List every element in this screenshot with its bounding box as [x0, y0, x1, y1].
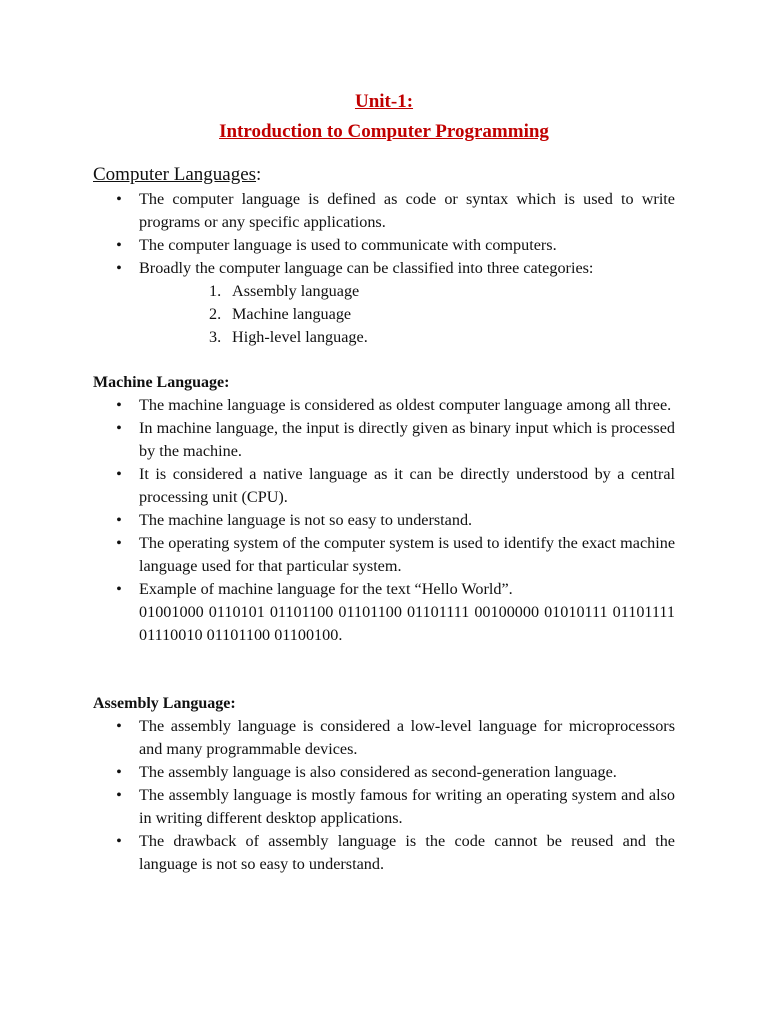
assembly-language-list: [93, 715, 675, 876]
category-number: 3.: [209, 328, 222, 346]
machine-language-list: [93, 394, 675, 647]
chapter-title: Introduction to Computer Programming: [219, 121, 549, 142]
binary-example: 01001000 0110101 01101100 01101100 01101111 00100000 01010111 01101111 01110010 01101100 01100100.: [139, 603, 675, 644]
list-item: [93, 234, 675, 257]
list-item-text: The machine language is considered as oldest computer language among all three.: [139, 396, 672, 414]
assembly-language-heading: Assembly Language:: [93, 695, 236, 712]
list-item: [93, 715, 675, 761]
list-item: [93, 830, 675, 876]
machine-language-section: [93, 371, 675, 647]
category-item: [93, 280, 675, 303]
list-item-text: The machine language is not so easy to understand.: [139, 511, 473, 529]
list-item-text: The computer language is used to communicate with computers.: [139, 236, 557, 254]
title-block: [0, 87, 768, 147]
computer-languages-list: [93, 188, 675, 280]
list-item-text: The assembly language is also considered as second-generation language.: [139, 763, 617, 781]
list-item: [93, 578, 675, 647]
list-item: [93, 761, 675, 784]
bullet-icon: •: [116, 419, 122, 437]
list-item: [93, 188, 675, 234]
list-item-text: The computer language is defined as code or syntax which is used to write programs or any specific applications.: [139, 190, 675, 231]
bullet-icon: •: [116, 396, 122, 414]
list-item: [93, 509, 675, 532]
category-number: 1.: [209, 282, 222, 300]
bullet-icon: •: [116, 717, 122, 735]
list-item-text: In machine language, the input is directly given as binary input which is processed by the machine.: [139, 419, 675, 460]
list-item: [93, 257, 675, 280]
category-item: [93, 326, 675, 349]
list-item-text: The operating system of the computer system is used to identify the exact machine language used for that particular system.: [139, 534, 675, 575]
categories-list: [93, 280, 675, 349]
bullet-icon: •: [116, 236, 122, 254]
unit-title: Unit-1:: [354, 91, 414, 112]
category-text: High-level language.: [232, 328, 368, 346]
list-item: [93, 394, 675, 417]
list-item-text: The assembly language is considered a low-level language for microprocessors and many programmable devices.: [139, 717, 675, 758]
bullet-icon: •: [116, 465, 122, 483]
bullet-icon: •: [116, 190, 122, 208]
category-item: [93, 303, 675, 326]
list-item: [93, 417, 675, 463]
list-item-text: The assembly language is mostly famous for writing an operating system and also in writing different desktop applications.: [139, 786, 675, 827]
list-item-text: Example of machine language for the text “Hello World”.: [139, 580, 513, 598]
heading-colon: :: [256, 164, 262, 185]
bullet-icon: •: [116, 259, 122, 277]
category-text: Machine language: [232, 305, 352, 323]
bullet-icon: •: [116, 763, 122, 781]
list-item: [93, 784, 675, 830]
computer-languages-heading-text: Computer Languages: [93, 164, 257, 185]
machine-language-heading: Machine Language:: [93, 374, 230, 391]
bullet-icon: •: [116, 786, 122, 804]
list-item-text: The drawback of assembly language is the code cannot be reused and the language is not so easy to understand.: [139, 832, 675, 873]
category-number: 2.: [209, 305, 222, 323]
computer-languages-heading: [93, 162, 675, 188]
list-item-text: Broadly the computer language can be classified into three categories:: [139, 259, 594, 277]
bullet-icon: •: [116, 534, 122, 552]
bullet-icon: •: [116, 511, 122, 529]
list-item-text: It is considered a native language as it can be directly understood by a central processing unit (CPU).: [139, 465, 675, 506]
bullet-icon: •: [116, 580, 122, 598]
bullet-icon: •: [116, 832, 122, 850]
assembly-language-section: [93, 692, 675, 876]
list-item: [93, 463, 675, 509]
list-item: [93, 532, 675, 578]
category-text: Assembly language: [232, 282, 360, 300]
computer-languages-section: [93, 162, 675, 349]
